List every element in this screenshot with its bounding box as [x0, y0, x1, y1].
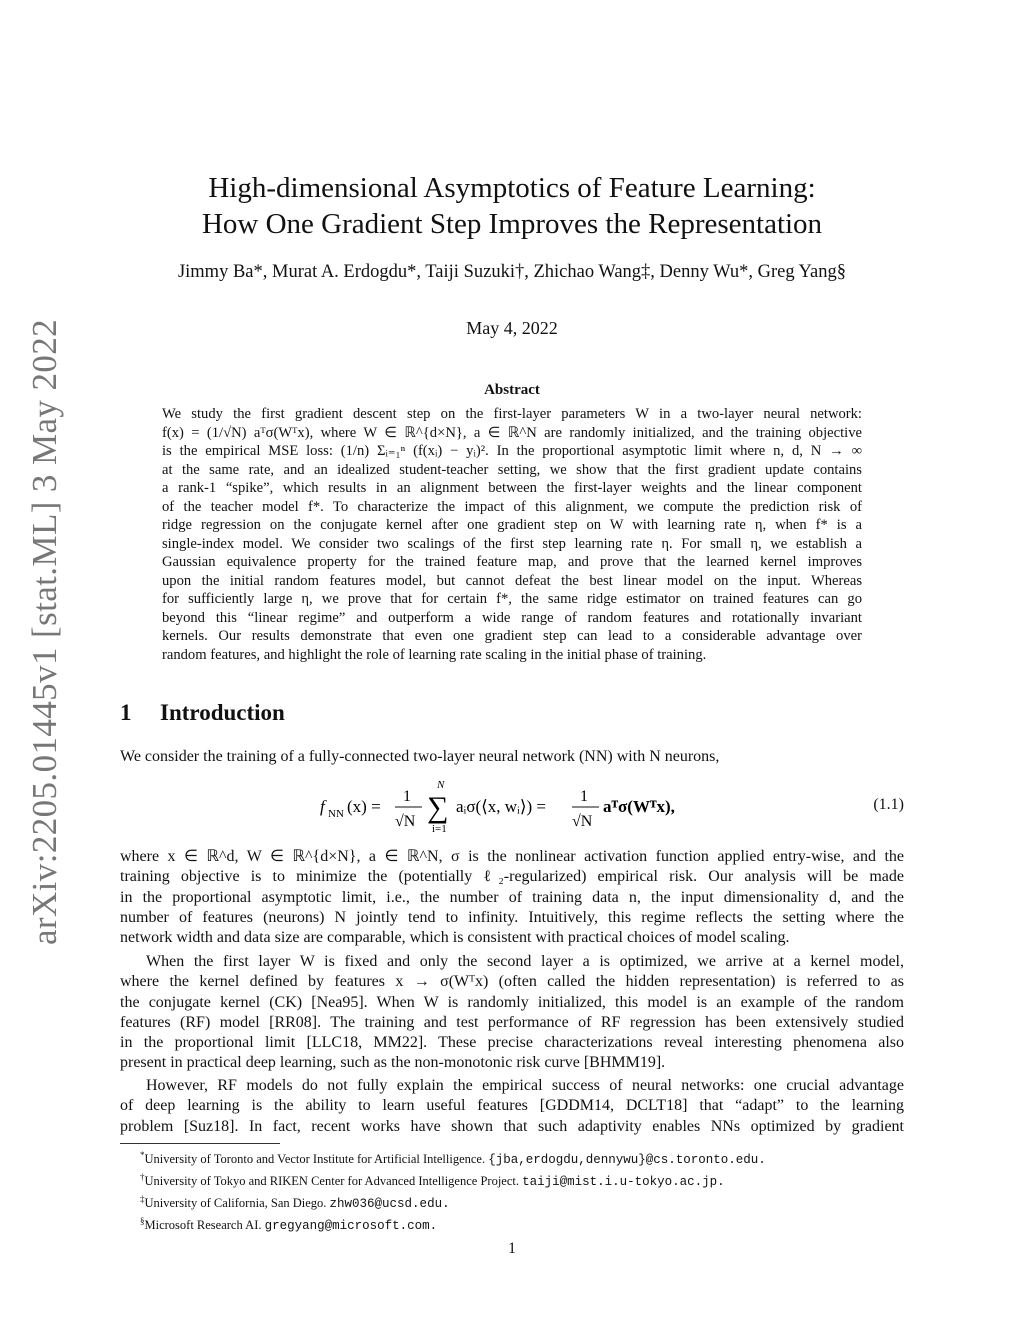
abstract-heading: Abstract — [484, 382, 540, 398]
paragraph-line: features (RF) model [RR08]. The training and test performance of RF regression has been extensively studied — [120, 1013, 904, 1031]
paragraph-2 — [120, 952, 904, 1074]
abstract-line: kernels. Our results demonstrate that even one gradient step can lead to a considerable advantage over — [162, 628, 862, 644]
paragraph-3 — [120, 1076, 904, 1137]
eq-sum-body: aᵢσ(⟨x, wᵢ⟩) = — [456, 797, 546, 816]
paragraph-line: problem [Suz18]. In fact, recent works have shown that such adaptivity enables NNs optimized by gradient — [120, 1117, 904, 1135]
paragraph-line: in the proportional asymptotic limit, i.e., the number of training data n, the input dimensionality d, and the — [120, 888, 904, 906]
section-heading-introduction — [120, 700, 904, 726]
intro-sentence: We consider the training of a fully-connected two-layer neural network (NN) with N neurons, — [120, 748, 720, 765]
paragraph-line: where x ∈ ℝ^d, W ∈ ℝ^{d×N}, a ∈ ℝ^N, σ is the nonlinear activation function applied entry-wise, and the — [120, 848, 904, 865]
paragraph-1 — [120, 847, 904, 948]
abstract-line: ridge regression on the conjugate kernel after one gradient step on W with learning rate η, when f* is a — [162, 517, 862, 533]
eq-lhs: f — [320, 797, 325, 816]
abstract-line: is the empirical MSE loss: (1/n) Σᵢ₌₁ⁿ (f(xᵢ) − yᵢ)². In the proportional asymptotic limit where n, d, N → ∞ — [162, 443, 862, 459]
section-title: Introduction — [160, 700, 285, 725]
footnote-mark: † — [140, 1172, 145, 1182]
abstract-line: at the same rate, and an idealized student-teacher setting, we show that the first gradient update contains — [162, 461, 862, 478]
abstract-line: f(x) = (1/√N) aᵀσ(Wᵀx), where W ∈ ℝ^{d×N}, a ∈ ℝ^N are randomly initialized, and the training objective — [162, 424, 862, 441]
title-line-2: How One Gradient Step Improves the Representation — [201, 208, 823, 240]
footnote-mark: * — [140, 1150, 145, 1160]
eq-frac2-den: √N — [572, 813, 593, 830]
section-number: 1 — [120, 700, 132, 725]
abstract-line: beyond this “linear regime” and outperform a wide range of random features and rotationally invariant — [162, 609, 862, 626]
paragraph-line: of deep learning is the ability to learn useful features [GDDM14, DCLT18] that “adapt” to the learning — [120, 1097, 904, 1115]
footnote — [140, 1213, 924, 1235]
footnote — [140, 1191, 924, 1213]
footnote-text: University of Toronto and Vector Institute for Artificial Intelligence. — [144, 1152, 489, 1166]
eq-frac-den: √N — [395, 813, 416, 830]
footnote-email[interactable]: gregyang@microsoft.com. — [264, 1219, 438, 1233]
paragraph-line: present in practical deep learning, such as the non-monotonic risk curve [BHMM19]. — [120, 1054, 666, 1072]
abstract-body — [162, 405, 862, 664]
eq-lhs-sub: NN — [328, 808, 344, 820]
paragraph-line: However, RF models do not fully explain the empirical success of neural networks: one crucial advantage — [146, 1077, 904, 1094]
footnote-mark: § — [140, 1216, 145, 1226]
arxiv-identifier-stamp: arXiv:2205.01445v1 [stat.ML] 3 May 2022 — [25, 318, 64, 945]
footnote-email[interactable]: taiji@mist.i.u-tokyo.ac.jp. — [522, 1175, 725, 1189]
eq-sum-top: N — [437, 779, 445, 791]
footnote-text: Microsoft Research AI. — [144, 1218, 265, 1232]
footnote-email[interactable]: zhw036@ucsd.edu. — [329, 1197, 450, 1211]
footnote — [140, 1147, 924, 1169]
equation-number: (1.1) — [873, 796, 904, 813]
paragraph-line: where the kernel defined by features x → σ(Wᵀx) (often called the hidden representation) is referred to as — [120, 973, 904, 991]
paragraph-line: the conjugate kernel (CK) [Nea95]. When W is randomly initialized, this model is an example of the random — [120, 993, 904, 1011]
abstract-line: random features, and highlight the role of learning rate scaling in the initial phase of training. — [162, 646, 707, 663]
footnote-email[interactable]: {jba,erdogdu,dennywu}@cs.toronto.edu. — [488, 1153, 766, 1167]
footnote — [140, 1169, 924, 1191]
footnote-divider — [120, 1143, 280, 1144]
footnotes — [140, 1147, 924, 1235]
eq-sum-bottom: i=1 — [432, 823, 447, 835]
abstract-line: a rank-1 “spike”, which results in an alignment between the first-layer weights and the linear component — [162, 480, 862, 496]
author-list: Jimmy Ba*, Murat A. Erdogdu*, Taiji Suzuki†, Zhichao Wang‡, Denny Wu*, Greg Yang§ — [177, 262, 847, 282]
title-line-1: High-dimensional Asymptotics of Feature Learning: — [208, 172, 816, 204]
eq-rhs: aᵀσ(Wᵀx), — [603, 797, 675, 816]
footnote-text: University of California, San Diego. — [144, 1196, 330, 1210]
eq-frac-num: 1 — [403, 788, 411, 805]
paragraph-line: training objective is to minimize the (potentially ℓ₂-regularized) empirical risk. Our analysis will be made — [120, 868, 904, 886]
paragraph-line: number of features (neurons) N jointly tend to infinity. Intuitively, this regime reflects the setting where the — [120, 908, 904, 926]
abstract-line: Gaussian equivalence property for the trained feature map, and prove that the learned kernel improves — [162, 554, 862, 570]
abstract-line: We study the first gradient descent step on the first-layer parameters W in a two-layer neural network: — [162, 406, 862, 422]
eq-lhs-arg: (x) = — [347, 797, 381, 816]
footnote-mark: ‡ — [140, 1194, 145, 1204]
equation-1-1 — [120, 778, 904, 838]
abstract-line: upon the initial random features model, but cannot defeat the best linear model on the input. Whereas — [162, 572, 862, 589]
abstract-line: of the teacher model f*. To characterize the impact of this alignment, we compute the prediction risk of — [162, 498, 862, 515]
paper-title — [120, 170, 904, 242]
equation-graphic — [320, 778, 740, 840]
paragraph-line: network width and data size are comparable, which is consistent with practical choices of model scaling. — [120, 929, 790, 947]
eq-sum-sign: ∑ — [427, 791, 449, 824]
page-number: 1 — [508, 1240, 516, 1257]
abstract-line: single-index model. We consider two scalings of the first step learning rate η. For small η, we establish a — [162, 535, 862, 552]
paragraph-line: in the proportional limit [LLC18, MM22]. These precise characterizations reveal interesting phenomena also — [120, 1034, 904, 1052]
eq-frac2-num: 1 — [580, 788, 588, 805]
footnote-text: University of Tokyo and RIKEN Center for Advanced Intelligence Project. — [144, 1174, 523, 1188]
abstract-line: for sufficiently large η, we prove that for certain f*, the same ridge estimator on trained features can go — [162, 591, 862, 607]
publication-date: May 4, 2022 — [466, 318, 558, 338]
paragraph-line: When the first layer W is fixed and only the second layer a is optimized, we arrive at a kernel model, — [146, 953, 904, 970]
